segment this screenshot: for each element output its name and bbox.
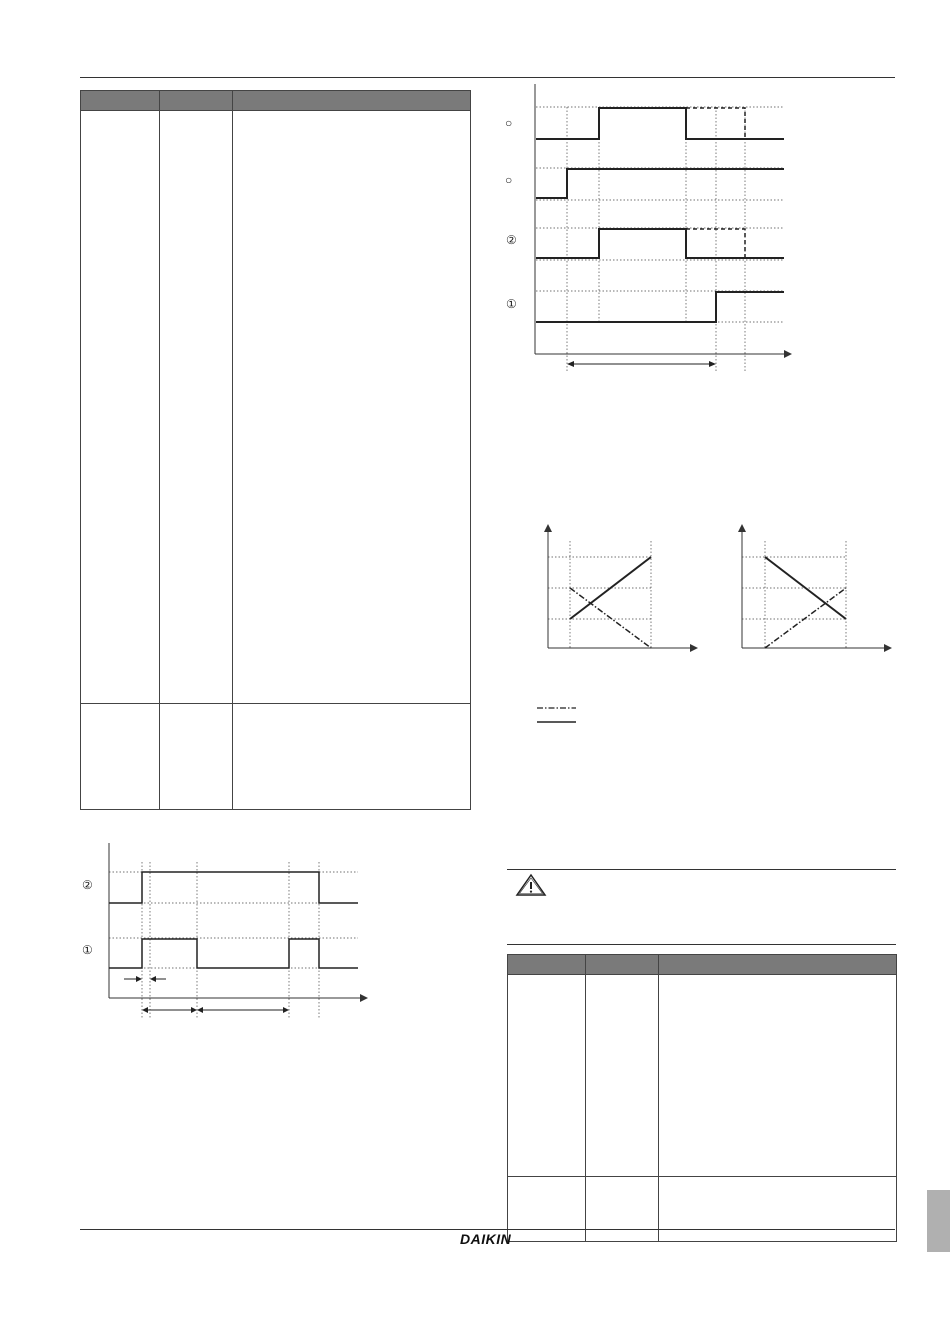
row-marker: ○	[505, 173, 513, 187]
brand-logo: DAIKIN	[460, 1231, 512, 1247]
table-cell	[508, 1177, 586, 1242]
row-marker: ①	[82, 943, 93, 957]
table-row	[508, 1177, 897, 1242]
footer-rule	[80, 1229, 895, 1230]
table-cell	[586, 1177, 659, 1242]
row-marker: ○	[505, 116, 513, 130]
row-marker: ①	[506, 297, 517, 311]
row-marker: ②	[82, 878, 93, 892]
table-cell	[659, 1177, 897, 1242]
chapter-tab-marker	[927, 1190, 950, 1252]
row-marker: ②	[506, 233, 517, 247]
